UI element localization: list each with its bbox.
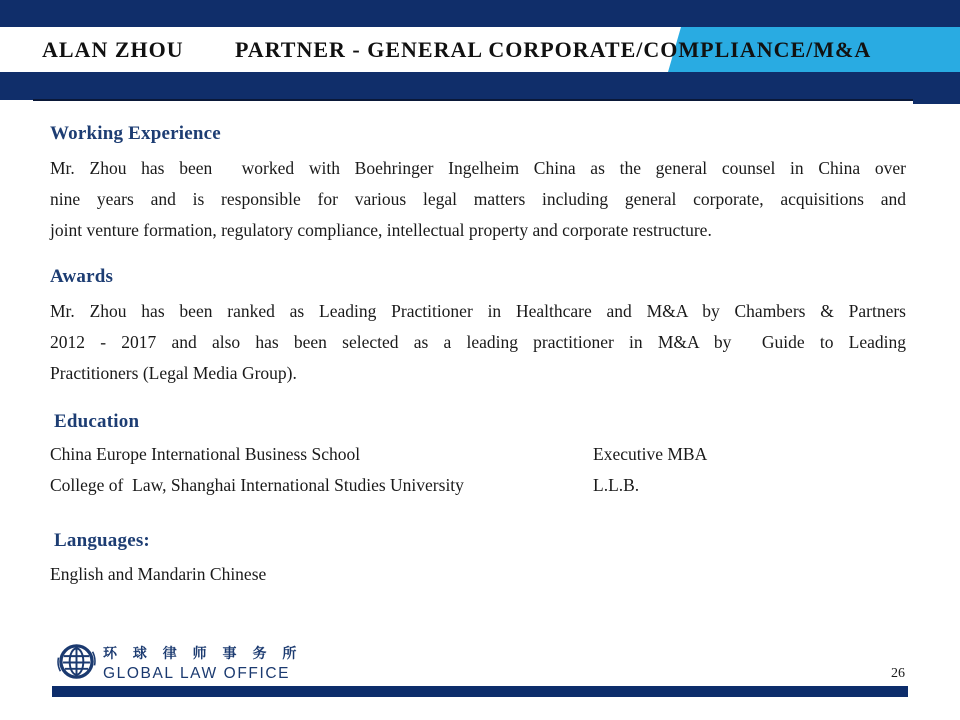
languages-text: English and Mandarin Chinese <box>50 564 267 584</box>
paragraph-line: Mr. Zhou has been worked with Boehringer Ingelheim China as the general counsel in China over <box>50 158 906 178</box>
logo-text-block <box>103 643 302 683</box>
working-experience-heading: Working Experience <box>50 123 221 144</box>
header-navy-bar <box>0 72 960 100</box>
paragraph-line: joint venture formation, regulatory compliance, intellectual property and corporate restructure. <box>50 220 712 240</box>
education-row <box>50 439 906 470</box>
education-row <box>50 470 906 501</box>
page-number: 26 <box>891 666 905 681</box>
awards-heading: Awards <box>50 266 114 287</box>
education-school: China Europe International Business School <box>50 444 361 464</box>
header-divider-end-block <box>913 100 960 104</box>
title-band <box>0 27 960 72</box>
paragraph-line: Mr. Zhou has been ranked as Leading Practitioner in Healthcare and M&A by Chambers & Partners <box>50 301 906 321</box>
education-degree: Executive MBA <box>593 444 708 464</box>
page-title-role: PARTNER - GENERAL CORPORATE/COMPLIANCE/M&A <box>235 37 872 62</box>
education-heading: Education <box>54 411 140 432</box>
education-degree: L.L.B. <box>593 475 640 495</box>
languages-heading: Languages: <box>54 530 150 551</box>
header-divider-line <box>33 99 913 101</box>
logo-chinese-name: 环 球 律 师 事 务 所 <box>103 645 303 661</box>
globe-icon <box>57 642 96 681</box>
bottom-navy-bar <box>52 686 908 697</box>
working-experience-paragraph <box>50 153 906 246</box>
page-title-name: ALAN ZHOU <box>42 37 184 62</box>
logo-english-name: GLOBAL LAW OFFICE <box>103 665 291 682</box>
education-school: College of Law, Shanghai International Studies University <box>50 475 464 495</box>
paragraph-line: Practitioners (Legal Media Group). <box>50 363 297 383</box>
awards-paragraph <box>50 296 906 389</box>
paragraph-line: nine years and is responsible for various legal matters including general corporate, acquisitions and <box>50 189 906 209</box>
top-navy-bar <box>0 0 960 27</box>
paragraph-line: 2012 - 2017 and also has been selected as a leading practitioner in M&A by Guide to Leading <box>50 332 906 352</box>
